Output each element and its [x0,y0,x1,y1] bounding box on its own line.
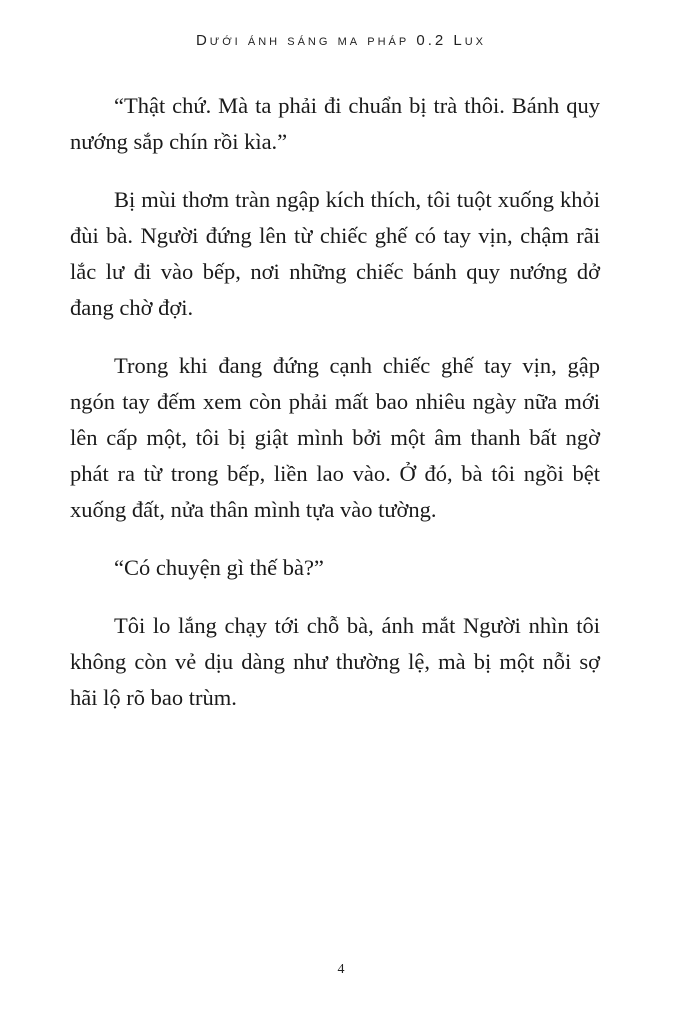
paragraph-1: “Thật chứ. Mà ta phải đi chuẩn bị trà thôi. Bánh quy nướng sắp chín rồi kìa.” [70,93,600,154]
paragraph-2: Bị mùi thơm tràn ngập kích thích, tôi tuột xuống khỏi đùi bà. Người đứng lên từ chiếc ghế có tay vịn, chậm rãi lắc lư đi vào bếp, nơi những chiếc bánh quy nướng dở đang chờ đợi. [70,187,600,320]
paragraph-3: Trong khi đang đứng cạnh chiếc ghế tay vịn, gập ngón tay đếm xem còn phải mất bao nhiêu ngày nữa mới lên cấp một, tôi bị giật mình bởi một âm thanh bất ngờ phát ra từ trong bếp, liền lao vào. Ở đó, bà tôi ngồi bệt xuống đất, nửa thân mình tựa vào tường. [70,353,600,522]
running-header: Dưới ánh sáng ma pháp 0.2 Lux [195,32,487,49]
paragraph-5: Tôi lo lắng chạy tới chỗ bà, ánh mắt Người nhìn tôi không còn vẻ dịu dàng như thường lệ, mà bị một nỗi sợ hãi lộ rõ bao trùm. [70,613,600,710]
body-text [70,88,600,738]
paragraph-4: “Có chuyện gì thế bà?” [114,555,324,580]
page-number: 4 [337,962,345,977]
